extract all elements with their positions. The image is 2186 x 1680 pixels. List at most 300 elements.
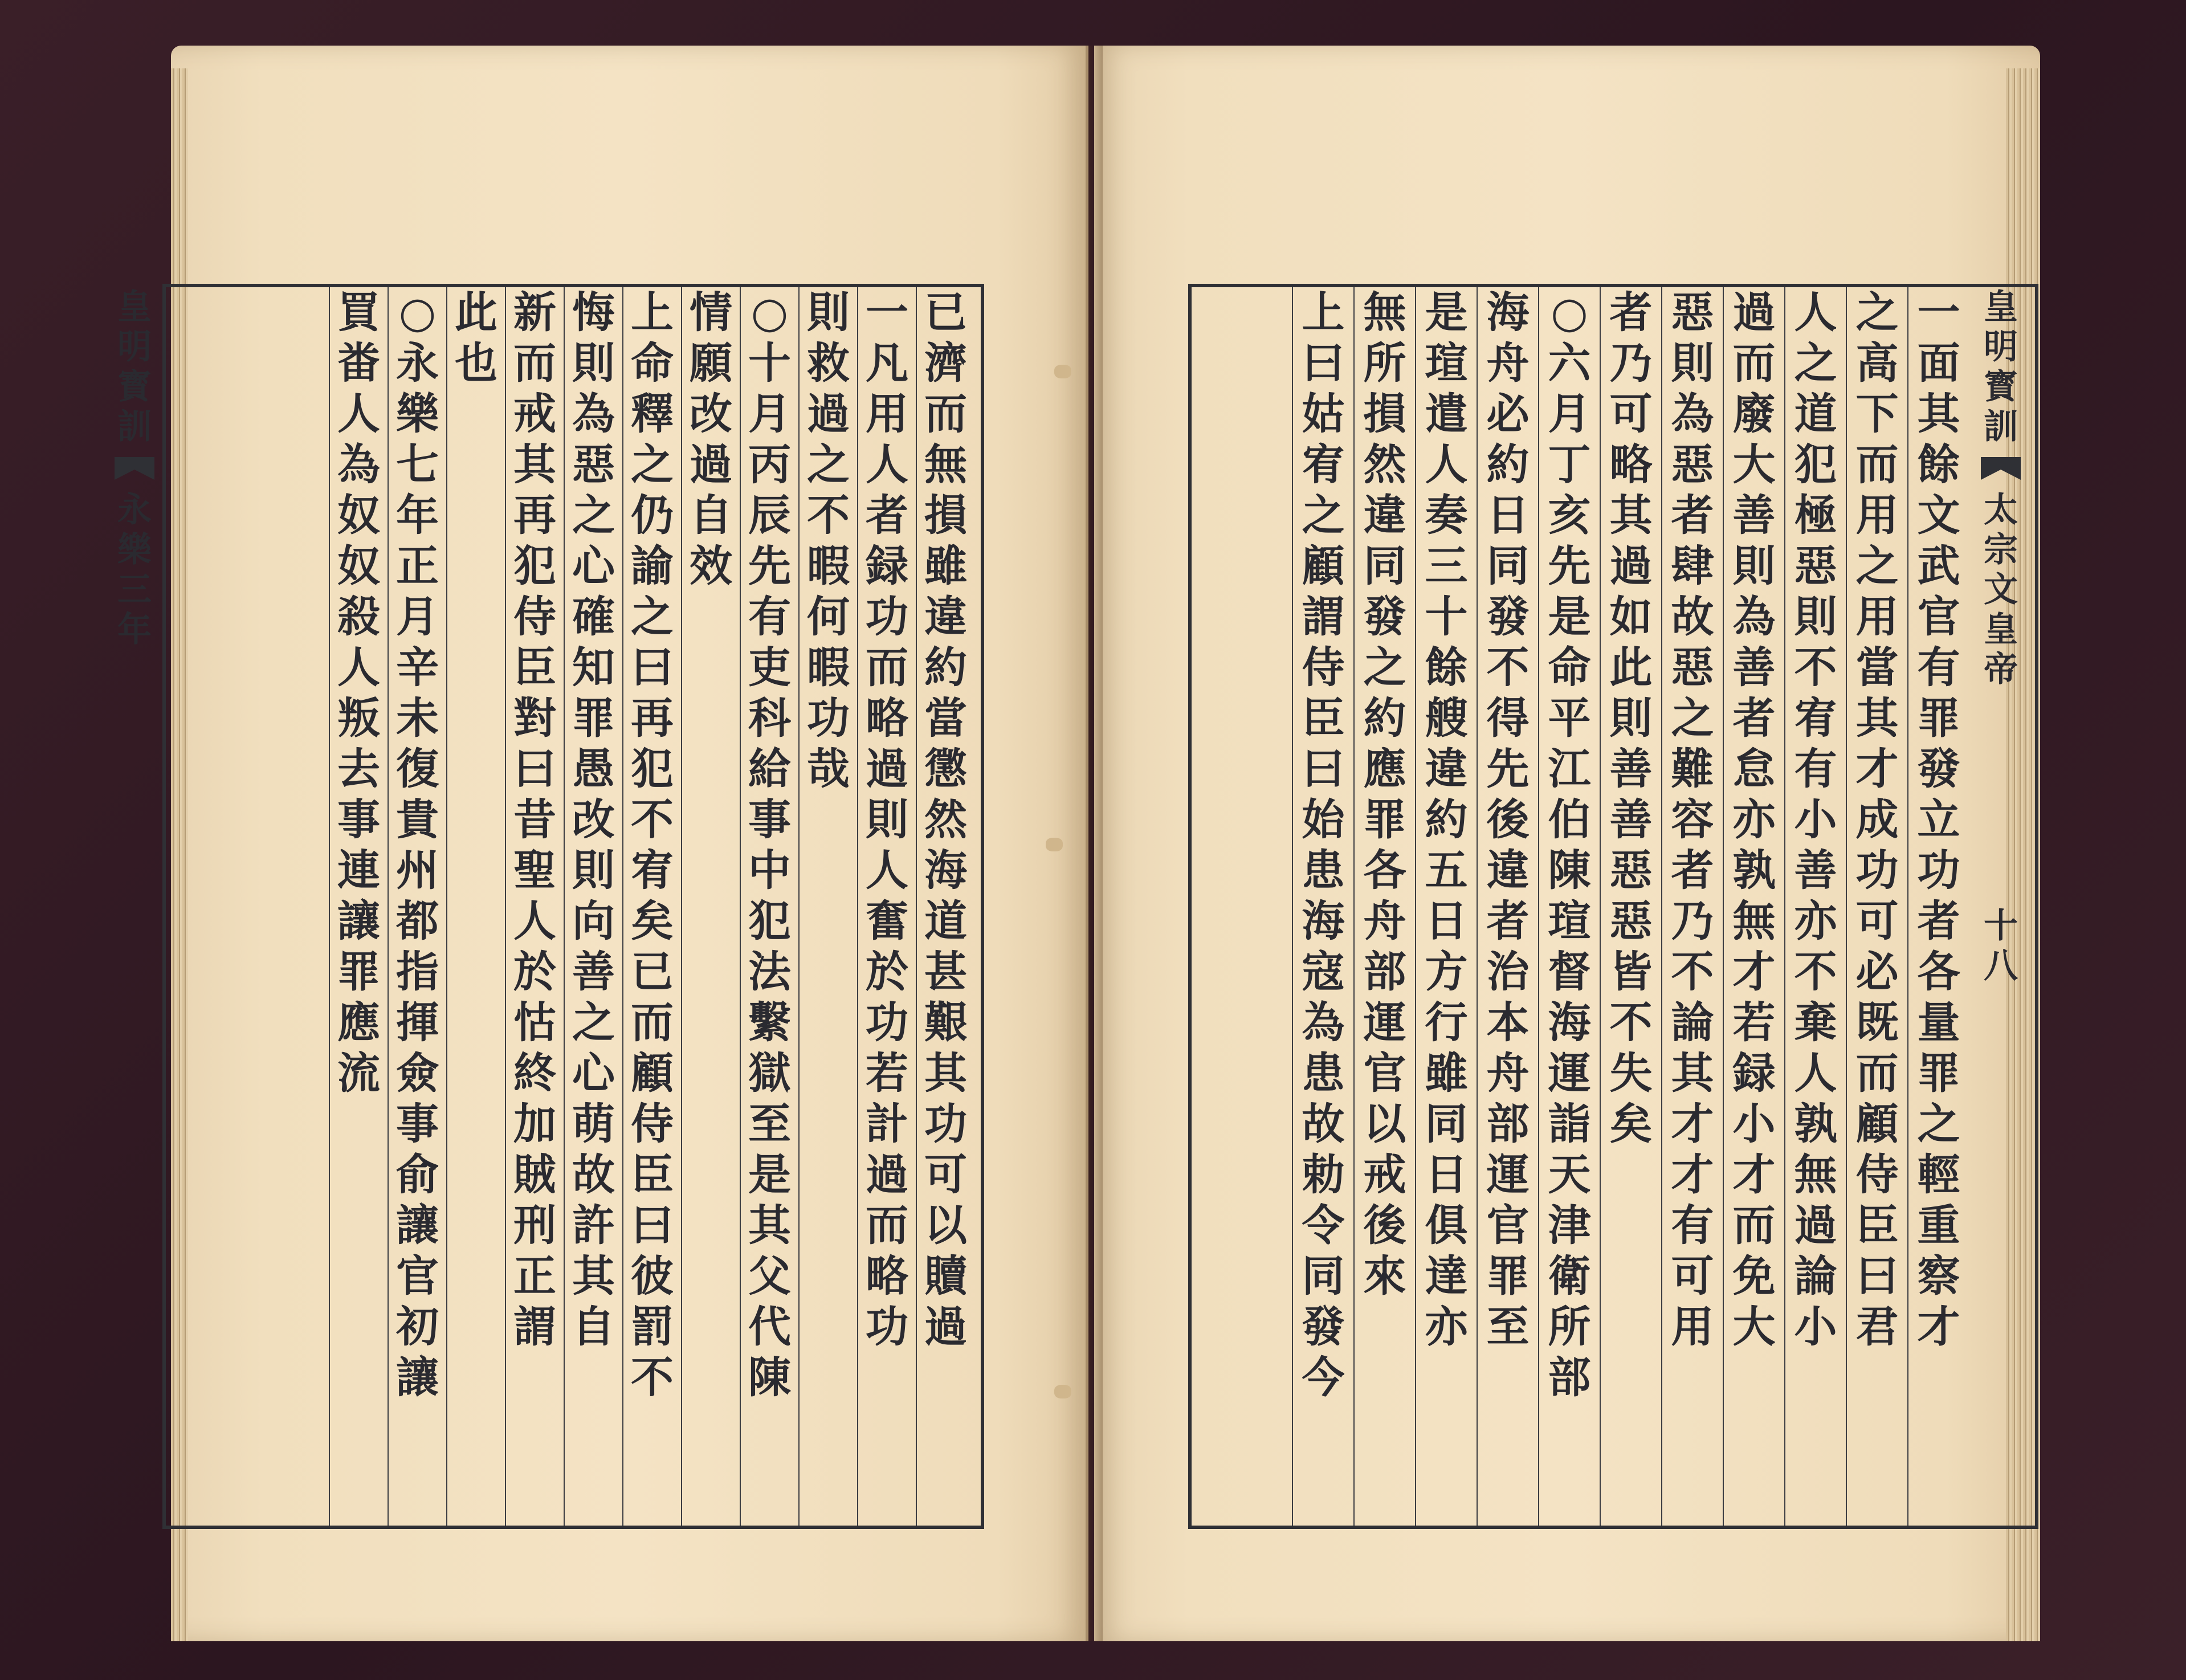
- character: 若: [865, 1048, 908, 1098]
- character: 官: [1363, 1048, 1406, 1098]
- character: 臣: [630, 1149, 674, 1200]
- character: 者: [865, 490, 908, 540]
- character: 情: [689, 287, 732, 337]
- character: 怙: [513, 997, 556, 1047]
- character: 瑄: [1425, 338, 1468, 388]
- character: 患: [1302, 845, 1345, 895]
- character: 其: [924, 1048, 967, 1098]
- character: 善: [1794, 845, 1837, 895]
- character: 去: [337, 744, 380, 794]
- character: 殺: [337, 592, 380, 642]
- character: 樂: [395, 389, 439, 439]
- character: 人: [865, 845, 908, 895]
- character: 月: [395, 592, 439, 642]
- character: 其: [1855, 693, 1899, 743]
- character: 州: [395, 845, 439, 895]
- character: 宥: [630, 845, 674, 895]
- character: 天: [1548, 1149, 1591, 1200]
- character: 寇: [1302, 947, 1345, 997]
- character: 才: [1732, 1149, 1776, 1200]
- character: 初: [395, 1302, 439, 1352]
- character: 乃: [1671, 896, 1714, 946]
- character: 各: [1363, 845, 1406, 895]
- character: 官: [1917, 592, 1960, 642]
- character: 科: [748, 693, 791, 743]
- character: 惡: [1671, 439, 1714, 490]
- character: 亦: [1732, 794, 1776, 845]
- character: 武: [1917, 541, 1960, 591]
- character: 矣: [630, 896, 674, 946]
- character: 顧: [630, 1048, 674, 1098]
- character: 法: [748, 947, 791, 997]
- character: 賊: [513, 1149, 556, 1200]
- character: 才: [1671, 1099, 1714, 1149]
- character: 高: [1855, 338, 1899, 388]
- character: 救: [806, 338, 850, 388]
- character: 萌: [572, 1099, 615, 1149]
- character: 向: [572, 896, 615, 946]
- character: 同: [1425, 1099, 1468, 1149]
- character: 用: [1671, 1302, 1714, 1352]
- character: 戒: [1363, 1149, 1406, 1200]
- character: 犯: [1794, 439, 1837, 490]
- character: 之: [1855, 287, 1899, 337]
- text-column: [1785, 287, 1846, 1526]
- character: 録: [865, 541, 908, 591]
- character: 發: [1302, 1302, 1345, 1352]
- character: 一: [865, 287, 908, 337]
- character: 雖: [1425, 1048, 1468, 1098]
- character: 月: [1548, 389, 1591, 439]
- character: 官: [395, 1251, 439, 1301]
- character: 再: [630, 693, 674, 743]
- character: 陳: [748, 1352, 791, 1402]
- character: 改: [689, 389, 732, 439]
- character: 違: [1425, 744, 1468, 794]
- character: 海: [1302, 896, 1345, 946]
- character: 部: [1363, 947, 1406, 997]
- character: 於: [513, 947, 556, 997]
- text-column: [1354, 287, 1416, 1526]
- character: 部: [1486, 1099, 1530, 1149]
- character: 讓: [395, 1200, 439, 1250]
- character: 善: [572, 947, 615, 997]
- column-rule: [329, 287, 330, 1526]
- character: 矣: [1609, 1099, 1653, 1149]
- character: 曰: [1302, 744, 1345, 794]
- character: 臣: [1855, 1200, 1899, 1250]
- character: 為: [1732, 592, 1776, 642]
- character: 至: [748, 1099, 791, 1149]
- character: 以: [1363, 1099, 1406, 1149]
- character: 父: [748, 1251, 791, 1301]
- character: 悔: [572, 287, 615, 337]
- margin-sidebar: [112, 287, 157, 1526]
- character: 可: [1609, 389, 1653, 439]
- character: 仍: [630, 490, 674, 540]
- character: 聖: [513, 845, 556, 895]
- character: 約: [1363, 693, 1406, 743]
- character: 是: [1548, 592, 1591, 642]
- character: 讓: [337, 896, 380, 946]
- character: 先: [1486, 744, 1530, 794]
- character: 先: [1548, 541, 1591, 591]
- character: 者: [1732, 693, 1776, 743]
- character: 運: [1486, 1149, 1530, 1200]
- character: 復: [395, 744, 439, 794]
- character: 正: [395, 541, 439, 591]
- character: 罪: [1917, 1048, 1960, 1098]
- margin-character: 皇: [1984, 287, 2018, 327]
- character: 已: [924, 287, 967, 337]
- right-text-frame: [1188, 284, 2038, 1529]
- character: 月: [748, 389, 791, 439]
- character: 侍: [513, 592, 556, 642]
- character: 損: [924, 490, 967, 540]
- character: 事: [337, 794, 380, 845]
- character: 可: [1671, 1251, 1714, 1301]
- text-column: [1908, 287, 1969, 1526]
- margin-character: 皇: [1984, 610, 2018, 650]
- character: 則: [572, 338, 615, 388]
- character: 日: [1425, 896, 1468, 946]
- character: 大: [1732, 1302, 1776, 1352]
- character: 發: [1917, 744, 1960, 794]
- fishtail-mark: [1981, 457, 2021, 480]
- character: 罪: [1917, 693, 1960, 743]
- character: 不: [1671, 947, 1714, 997]
- character: 海: [924, 845, 967, 895]
- character: 釋: [630, 389, 674, 439]
- character: 罪: [572, 693, 615, 743]
- character: 録: [1732, 1048, 1776, 1098]
- character: 各: [1917, 947, 1960, 997]
- character: 而: [865, 1200, 908, 1250]
- character: 則: [1671, 338, 1714, 388]
- character: 餘: [1917, 439, 1960, 490]
- character: 至: [1486, 1302, 1530, 1352]
- character: 海: [1548, 997, 1591, 1047]
- character: 者: [1917, 896, 1960, 946]
- text-column: [1846, 287, 1908, 1526]
- character: 治: [1486, 947, 1530, 997]
- character: 貴: [395, 794, 439, 845]
- character: 違: [924, 592, 967, 642]
- character: 才: [1917, 1302, 1960, 1352]
- character: 不: [1794, 642, 1837, 692]
- character: 叛: [337, 693, 380, 743]
- character: 江: [1548, 744, 1591, 794]
- margin-character: 文: [1984, 570, 2018, 610]
- character: 甚: [924, 947, 967, 997]
- character: 人: [1425, 439, 1468, 490]
- character: 之: [1917, 1099, 1960, 1149]
- character: 而: [1732, 338, 1776, 388]
- character: 極: [1794, 490, 1837, 540]
- character: 惡: [1609, 896, 1653, 946]
- character: 本: [1486, 997, 1530, 1047]
- character: ○: [1551, 287, 1588, 337]
- text-column: [505, 287, 564, 1526]
- character: 是: [1425, 287, 1468, 337]
- character: 略: [865, 693, 908, 743]
- character: 贖: [924, 1251, 967, 1301]
- character: 艘: [1425, 693, 1468, 743]
- character: 略: [1609, 439, 1653, 490]
- character: 可: [924, 1149, 967, 1200]
- character: 而: [924, 389, 967, 439]
- character: 違: [1486, 845, 1530, 895]
- character: 者: [1486, 896, 1530, 946]
- character: 上: [1302, 287, 1345, 337]
- character: 過: [689, 439, 732, 490]
- margin-character: 明: [1984, 327, 2018, 367]
- character: 部: [1548, 1352, 1591, 1402]
- character: 廢: [1732, 389, 1776, 439]
- character: 容: [1671, 794, 1714, 845]
- character: 遣: [1425, 389, 1468, 439]
- character: 不: [630, 1352, 674, 1402]
- character: 自: [572, 1302, 615, 1352]
- character: 孰: [1732, 845, 1776, 895]
- character: 願: [689, 338, 732, 388]
- book-gutter: [1086, 46, 1103, 1641]
- character: 讓: [395, 1352, 439, 1402]
- text-column: [1600, 287, 1662, 1526]
- character: 平: [1548, 693, 1591, 743]
- character: 人: [1794, 1048, 1837, 1098]
- character: 暇: [806, 642, 850, 692]
- character: 臣: [513, 642, 556, 692]
- character: 惡: [1671, 642, 1714, 692]
- character: 不: [1794, 947, 1837, 997]
- character: 功: [865, 997, 908, 1047]
- character: 人: [513, 896, 556, 946]
- character: 濟: [924, 338, 967, 388]
- character: 如: [1609, 592, 1653, 642]
- character: 對: [513, 693, 556, 743]
- character: 曰: [630, 642, 674, 692]
- character: 一: [1917, 287, 1960, 337]
- character: 丙: [748, 439, 791, 490]
- character: 奏: [1425, 490, 1468, 540]
- character: 論: [1671, 997, 1714, 1047]
- character: 罰: [630, 1302, 674, 1352]
- character: 大: [1732, 439, 1776, 490]
- margin-character: 八: [1984, 946, 2018, 986]
- character: 約: [924, 642, 967, 692]
- character: 買: [337, 287, 380, 337]
- character: 為: [1671, 389, 1714, 439]
- character: 輕: [1917, 1149, 1960, 1200]
- character: 舟: [1363, 896, 1406, 946]
- character: 奴: [337, 541, 380, 591]
- character: 計: [865, 1099, 908, 1149]
- character: 今: [1302, 1352, 1345, 1402]
- character: 曰: [1302, 338, 1345, 388]
- column-rule: [1292, 287, 1293, 1526]
- character: 津: [1548, 1200, 1591, 1250]
- character: 許: [572, 1200, 615, 1250]
- character: 海: [1486, 287, 1530, 337]
- character: 暇: [806, 541, 850, 591]
- character: 畨: [337, 338, 380, 388]
- character: 面: [1917, 338, 1960, 388]
- character: 其: [572, 1251, 615, 1301]
- character: 功: [865, 592, 908, 642]
- character: 之: [1855, 541, 1899, 591]
- character: 來: [1363, 1251, 1406, 1301]
- character: 永: [395, 338, 439, 388]
- character: 瑄: [1548, 896, 1591, 946]
- character: 之: [630, 439, 674, 490]
- character: 伯: [1548, 794, 1591, 845]
- character: 察: [1917, 1251, 1960, 1301]
- character: 罪: [337, 947, 380, 997]
- character: 中: [748, 845, 791, 895]
- text-column: [564, 287, 623, 1526]
- character: 亦: [1794, 896, 1837, 946]
- character: 上: [630, 287, 674, 337]
- character: 無: [1732, 896, 1776, 946]
- character: 曰: [630, 1200, 674, 1250]
- character: 之: [1302, 490, 1345, 540]
- margin-character: 寳: [117, 367, 152, 407]
- character: 人: [865, 439, 908, 490]
- margin-character: 宗: [1984, 530, 2018, 570]
- character: 量: [1917, 997, 1960, 1047]
- character: 約: [1425, 794, 1468, 845]
- character: 謂: [1302, 592, 1345, 642]
- character: 命: [1548, 642, 1591, 692]
- character: 過: [865, 744, 908, 794]
- character: 始: [1302, 794, 1345, 845]
- character: 諭: [630, 541, 674, 591]
- character: 獄: [748, 1048, 791, 1098]
- character: 才: [1732, 947, 1776, 997]
- character: 小: [1732, 1099, 1776, 1149]
- character: 文: [1917, 490, 1960, 540]
- character: 方: [1425, 947, 1468, 997]
- character: 其: [1609, 490, 1653, 540]
- character: 之: [1794, 338, 1837, 388]
- character: 舟: [1486, 1048, 1530, 1098]
- character: 惡: [1671, 287, 1714, 337]
- margin-sidebar: [1978, 287, 2024, 1526]
- character: 必: [1486, 389, 1530, 439]
- character: 然: [1363, 439, 1406, 490]
- character: 之: [572, 490, 615, 540]
- character: 十: [1425, 592, 1468, 642]
- character: 所: [1548, 1302, 1591, 1352]
- character: 略: [865, 1251, 908, 1301]
- character: 得: [1486, 693, 1530, 743]
- character: 而: [1855, 439, 1899, 490]
- character: 功: [806, 693, 850, 743]
- character: 年: [395, 490, 439, 540]
- character: 未: [395, 693, 439, 743]
- character: 損: [1363, 389, 1406, 439]
- margin-character: 三: [117, 570, 152, 610]
- text-column: [1477, 287, 1539, 1526]
- character: 加: [513, 1099, 556, 1149]
- character: 道: [924, 896, 967, 946]
- character: 為: [1302, 997, 1345, 1047]
- character: 效: [689, 541, 732, 591]
- character: 則: [1609, 693, 1653, 743]
- character: 人: [337, 389, 380, 439]
- character: 舟: [1486, 338, 1530, 388]
- character: 日: [1486, 490, 1530, 540]
- character: 功: [865, 1302, 908, 1352]
- character: 六: [1548, 338, 1591, 388]
- character: 當: [1855, 642, 1899, 692]
- character: 用: [1855, 490, 1899, 540]
- text-column: [1723, 287, 1785, 1526]
- character: 犯: [630, 744, 674, 794]
- character: 必: [1855, 947, 1899, 997]
- character: 是: [748, 1149, 791, 1200]
- character: 無: [1363, 287, 1406, 337]
- character: 重: [1917, 1200, 1960, 1250]
- character: 改: [572, 794, 615, 845]
- character: 侍: [630, 1099, 674, 1149]
- character: 心: [572, 1048, 615, 1098]
- character: 應: [337, 997, 380, 1047]
- character: 運: [1548, 1048, 1591, 1098]
- character: 此: [454, 287, 497, 337]
- character: 謂: [513, 1302, 556, 1352]
- character: 發: [1363, 592, 1406, 642]
- character: 者: [1671, 845, 1714, 895]
- character: 為: [572, 389, 615, 439]
- character: 既: [1855, 997, 1899, 1047]
- character: 官: [1486, 1200, 1530, 1250]
- character: 過: [1609, 541, 1653, 591]
- character: 孰: [1794, 1099, 1837, 1149]
- character: 棄: [1794, 997, 1837, 1047]
- character: 昔: [513, 794, 556, 845]
- character: 事: [748, 794, 791, 845]
- character: 同: [1302, 1251, 1345, 1301]
- character: 罪: [1486, 1251, 1530, 1301]
- character: 代: [748, 1302, 791, 1352]
- character: 故: [1302, 1099, 1345, 1149]
- character: 而: [513, 338, 556, 388]
- character: 勅: [1302, 1149, 1345, 1200]
- binding-hole: [1054, 1385, 1071, 1398]
- margin-character: 訓: [117, 407, 152, 447]
- character: 功: [1917, 845, 1960, 895]
- character: 用: [1855, 592, 1899, 642]
- character: 侍: [1302, 642, 1345, 692]
- character: 都: [395, 896, 439, 946]
- character: 達: [1425, 1251, 1468, 1301]
- character: 免: [1732, 1251, 1776, 1301]
- character: 才: [1855, 744, 1899, 794]
- character: 用: [865, 389, 908, 439]
- character: 給: [748, 744, 791, 794]
- character: 然: [924, 794, 967, 845]
- character: 則: [572, 845, 615, 895]
- character: 不: [1609, 997, 1653, 1047]
- character: 則: [865, 794, 908, 845]
- text-column: [447, 287, 505, 1526]
- character: 同: [1486, 541, 1530, 591]
- margin-character: 永: [117, 490, 152, 530]
- character: 之: [572, 997, 615, 1047]
- character: 有: [1917, 642, 1960, 692]
